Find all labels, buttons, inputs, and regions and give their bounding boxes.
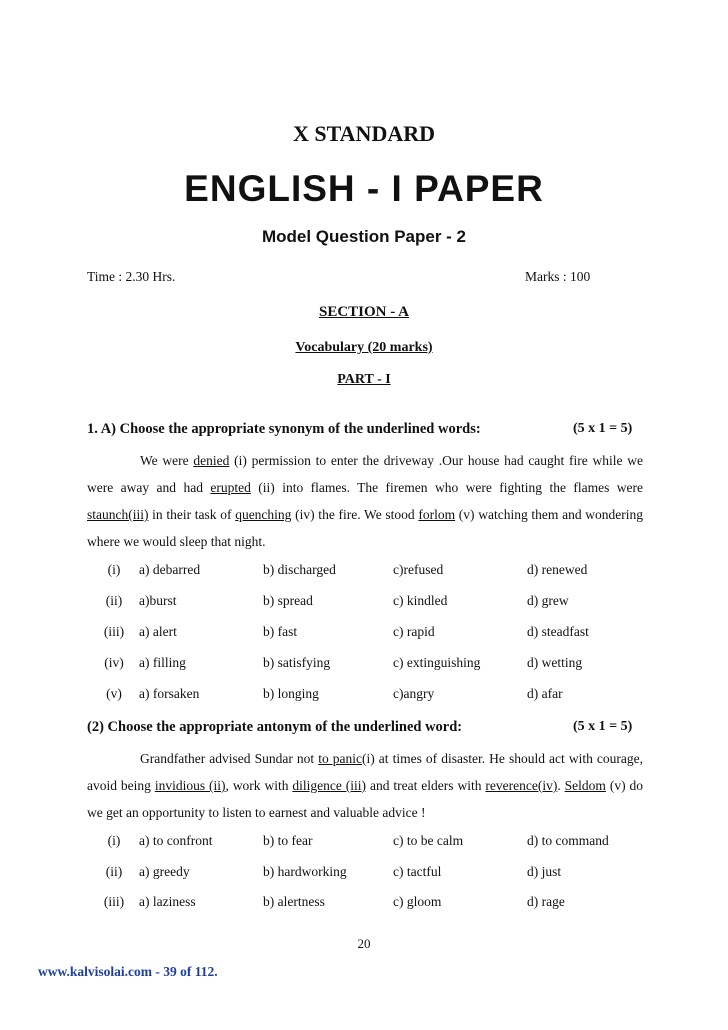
option-c: c) to be calm xyxy=(393,833,464,848)
option-number: (v) xyxy=(106,686,122,701)
underlined-word: denied xyxy=(193,453,230,468)
option-c: c)refused xyxy=(393,562,444,577)
option-a: a) alert xyxy=(139,624,177,639)
q2-heading: (2) Choose the appropriate antonym of the underlined word: xyxy=(87,719,463,735)
option-c: c) gloom xyxy=(393,894,442,909)
paper-title: ENGLISH - I PAPER xyxy=(184,168,544,209)
option-row xyxy=(0,624,728,644)
underlined-word: to panic xyxy=(318,751,362,766)
option-c: c) tactful xyxy=(393,863,442,879)
option-number: (i) xyxy=(107,833,121,848)
section-subtitle: Vocabulary (20 marks) xyxy=(295,340,433,355)
option-d: d) renewed xyxy=(527,562,588,577)
option-b: b) fast xyxy=(263,624,298,639)
page-number: 20 xyxy=(357,936,371,951)
option-b: b) alertness xyxy=(263,894,325,909)
passage-text: in their task of xyxy=(148,507,236,522)
option-c: c) extinguishing xyxy=(393,655,481,670)
q1-heading: 1. A) Choose the appropriate synonym of the underlined words: xyxy=(87,421,481,437)
option-a: a)burst xyxy=(139,593,177,608)
passage-text: (ii) into flames. The firemen who were fighting the flames were xyxy=(250,480,643,495)
option-row xyxy=(0,894,728,914)
option-a: a) filling xyxy=(139,655,186,670)
option-row xyxy=(0,686,728,706)
underlined-word: quenching xyxy=(235,507,292,522)
part-title: PART - I xyxy=(337,372,391,387)
underlined-word: Seldom xyxy=(564,778,606,793)
underlined-word: forlom xyxy=(418,507,456,522)
passage-text: Grandfather advised Sundar not xyxy=(140,751,319,766)
option-b: b) discharged xyxy=(263,562,336,577)
section-title: SECTION - A xyxy=(318,304,410,320)
option-a: a) greedy xyxy=(139,863,190,879)
marks-label: Marks : 100 xyxy=(525,269,591,284)
option-a: a) forsaken xyxy=(139,686,200,701)
passage-text: , work with xyxy=(225,778,293,793)
passage-text: (iv) the fire. We stood xyxy=(291,507,419,522)
option-number: (iii) xyxy=(103,894,125,909)
option-number: (ii) xyxy=(105,593,123,608)
option-row xyxy=(0,655,728,675)
option-c: c) rapid xyxy=(393,624,435,639)
option-number: (i) xyxy=(107,562,121,577)
option-row xyxy=(0,833,728,853)
option-c: c) kindled xyxy=(393,593,448,608)
option-number: (iv) xyxy=(104,655,124,670)
q2-marks: (5 x 1 = 5) xyxy=(573,719,633,734)
model-title: Model Question Paper - 2 xyxy=(261,227,467,246)
standard-title: X STANDARD xyxy=(293,121,435,146)
option-row xyxy=(0,562,728,582)
option-d: d) steadfast xyxy=(527,624,589,639)
option-row xyxy=(0,593,728,613)
passage-text: We were xyxy=(140,453,194,468)
passage-text: (v) watching them and wondering where we would sleep that night. xyxy=(87,507,643,549)
option-d: d) wetting xyxy=(527,655,583,670)
option-a: a) laziness xyxy=(139,894,196,909)
option-row xyxy=(0,864,728,884)
option-b: b) to fear xyxy=(263,833,313,848)
option-d: d) to command xyxy=(527,833,609,848)
option-a: a) to confront xyxy=(139,833,213,848)
option-d: d) grew xyxy=(527,593,569,608)
underlined-word: erupted xyxy=(210,480,251,495)
time-label: Time : 2.30 Hrs. xyxy=(87,269,176,284)
option-a: a) debarred xyxy=(139,562,201,577)
underlined-word: diligence (iii) xyxy=(292,778,367,793)
option-b: b) longing xyxy=(263,686,319,701)
site-link[interactable]: www.kalvisolai.com - 39 of 112. xyxy=(38,964,218,979)
q1-marks: (5 x 1 = 5) xyxy=(573,421,633,436)
underlined-word: invidious (ii) xyxy=(154,778,226,793)
option-b: b) spread xyxy=(263,593,313,608)
option-number: (iii) xyxy=(103,624,125,639)
option-d: d) afar xyxy=(527,686,563,701)
underlined-word: staunch(iii) xyxy=(87,507,149,522)
passage-text: (i) permission to enter the driveway .Our house had caught fire while we were away and had xyxy=(87,453,643,495)
option-b: b) satisfying xyxy=(263,655,331,670)
underlined-word: reverence(iv) xyxy=(485,778,558,793)
q1-passage xyxy=(87,447,643,555)
option-number: (ii) xyxy=(105,863,123,879)
passage-text: . xyxy=(557,778,565,793)
option-b: b) hardworking xyxy=(263,863,347,879)
passage-text: and treat elders with xyxy=(366,778,486,793)
option-c: c)angry xyxy=(393,686,435,701)
passage-text: (i) at times of disaster. He should act with courage, avoid being xyxy=(87,751,643,793)
passage-text: (v) do we get an opportunity to listen to earnest and valuable advice ! xyxy=(87,778,643,820)
q2-passage xyxy=(87,745,643,826)
option-d: d) rage xyxy=(527,894,565,909)
option-d: d) just xyxy=(527,863,562,879)
